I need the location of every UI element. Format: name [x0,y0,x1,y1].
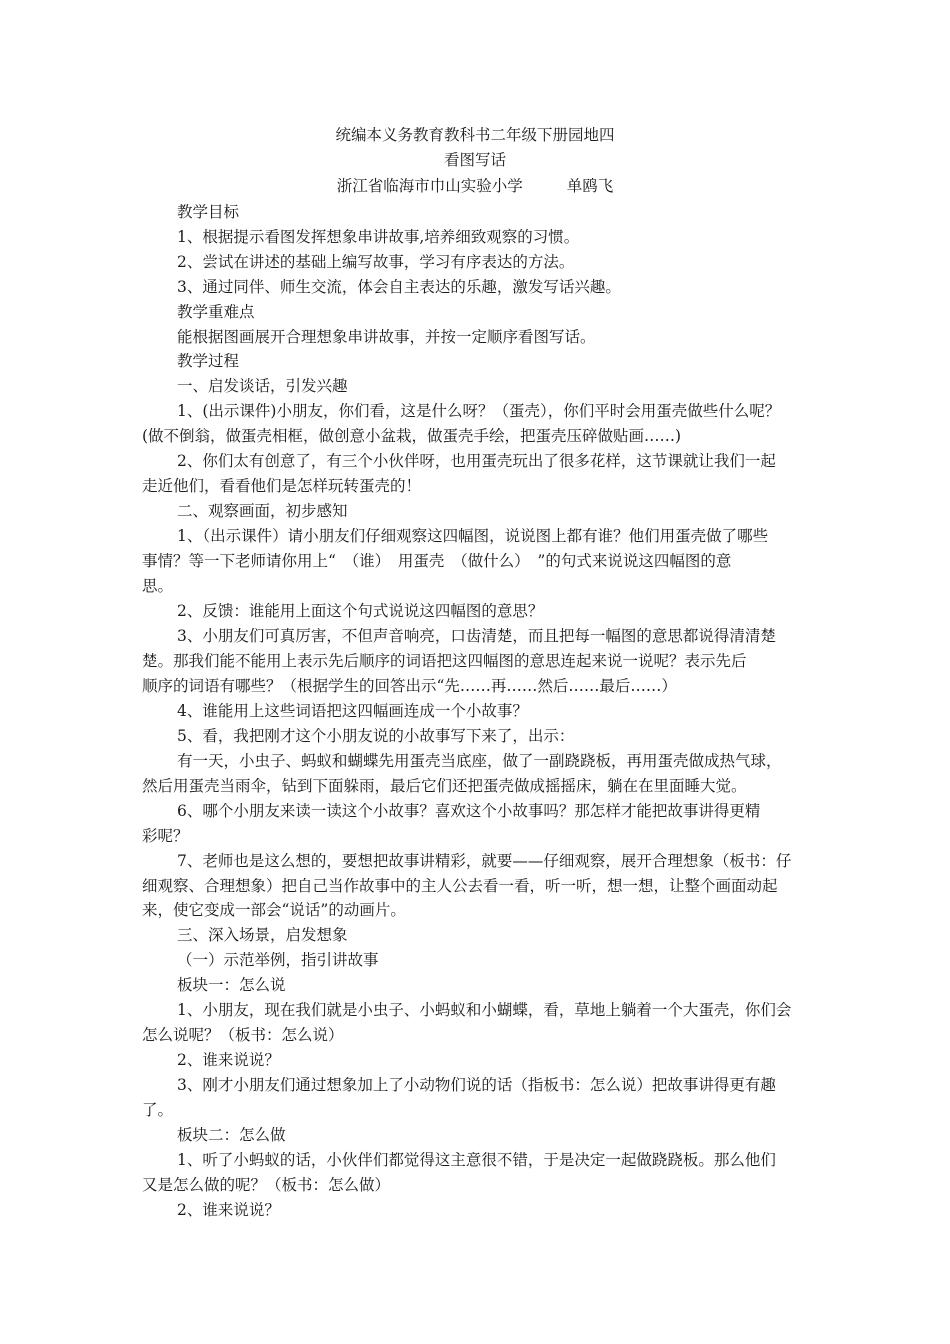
paragraph-line: 2、尝试在讲述的基础上编写故事，学习有序表达的方法。 [177,253,575,271]
paragraph-line: 3、刚才小朋友们通过想象加上了小动物们说的话（指板书：怎么说）把故事讲得更有趣 [177,1076,776,1094]
paragraph-line: 怎么说呢？（板书：怎么说） [142,1026,344,1044]
paragraph-line: 1、小朋友，现在我们就是小虫子、小蚂蚁和小蝴蝶，看，草地上躺着一个大蛋壳，你们会 [177,1001,792,1019]
paragraph-line: 思。 [142,577,174,595]
story-line: 有一天，小虫子、蚂蚁和蝴蝶先用蛋壳当底座，做了一副跷跷板，再用蛋壳做成热气球， [177,752,782,770]
paragraph-line: 6、哪个小朋友来读一读这个小故事？喜欢这个小故事吗？那怎样才能把故事讲得更精 [177,802,761,820]
paragraph-line: (做不倒翁，做蛋壳相框，做创意小盆栽，做蛋壳手绘，把蛋壳压碎做贴画……) [142,427,682,445]
paragraph-line: 了。 [142,1101,174,1119]
section-heading: 教学重难点 [177,303,255,321]
paragraph-line: 5、看，我把刚才这个小朋友说的小故事写下来了，出示： [177,727,575,745]
paragraph-line: 走近他们，看看他们是怎样玩转蛋壳的！ [142,477,422,495]
paragraph-line: 细观察、合理想象）把自己当作故事中的主人公去看一看，听一听，想一想，让整个画面动起 [142,877,778,895]
paragraph-line: 4、谁能用上这些词语把这四幅画连成一个小故事？ [177,702,528,720]
paragraph-line: 能根据图画展开合理想象串讲故事，并按一定顺序看图写话。 [177,328,596,346]
paragraph-line: 3、通过同伴、师生交流，体会自主表达的乐趣，激发写话兴趣。 [177,278,621,296]
author-name: 单鸥飞 [566,177,614,195]
school-name: 浙江省临海市巾山实验小学 [336,177,523,195]
paragraph-line: 1、听了小蚂蚁的话，小伙伴们都觉得这主意很不错，于是决定一起做跷跷板。那么他们 [177,1151,776,1169]
paragraph-line: 1、根据提示看图发挥想象串讲故事,培养细致观察的习惯。 [177,228,580,246]
paragraph-line: 楚。那我们能不能用上表示先后顺序的词语把这四幅图的意思连起来说一说呢？表示先后 [142,652,747,670]
paragraph-line: 事情？等一下老师请你用上“ （谁） 用蛋壳 （做什么） ”的句式来说说这四幅图的意 [142,552,732,570]
story-line: 然后用蛋壳当雨伞，钻到下面躲雨，最后它们还把蛋壳做成摇摇床，躺在在里面睡大觉。 [142,777,747,795]
paragraph-line: 来，使它变成一部会“说话”的动画片。 [142,901,406,919]
paragraph-line: 3、小朋友们可真厉害，不但声音响亮，口齿清楚，而且把每一幅图的意思都说得清清楚 [177,627,776,645]
author-line [0,174,950,198]
paragraph-line: 2、谁来说说？ [177,1201,280,1219]
paragraph-line: 2、你们太有创意了，有三个小伙伴呀，也用蛋壳玩出了很多花样，这节课就让我们一起 [177,452,776,470]
document-subtitle: 看图写话 [443,151,506,169]
paragraph-line: 顺序的词语有哪些？（根据学生的回答出示“先……再……然后……最后……） [142,677,677,695]
paragraph-line: 2、谁来说说？ [177,1051,280,1069]
paragraph-line: 1、(出示课件)小朋友，你们看，这是什么呀？（蛋壳），你们平时会用蛋壳做些什么呢？ [177,402,781,420]
section-heading: 教学目标 [177,203,240,221]
section-heading: 三、深入场景，启发想象 [177,926,348,944]
subsection-heading: （一）示范举例，指引讲故事 [177,951,379,969]
block-heading: 板块一：怎么说 [177,976,286,994]
section-heading: 二、观察画面，初步感知 [177,502,348,520]
block-heading: 板块二：怎么做 [177,1126,286,1144]
paragraph-line: 彩呢？ [142,827,189,845]
paragraph-line: 又是怎么做的呢？（板书：怎么做） [142,1176,391,1194]
paragraph-line: 1、（出示课件）请小朋友们仔细观察这四幅图，说说图上都有谁？他们用蛋壳做了哪些 [177,527,769,545]
paragraph-line: 2、反馈：谁能用上面这个句式说说这四幅图的意思？ [177,602,544,620]
section-heading: 一、启发谈话，引发兴趣 [177,377,348,395]
section-heading: 教学过程 [177,352,240,370]
paragraph-line: 7、老师也是这么想的，要想把故事讲精彩，就要——仔细观察，展开合理想象（板书：仔 [177,852,792,870]
document-title: 统编本义务教育教科书二年级下册园地四 [335,126,615,144]
